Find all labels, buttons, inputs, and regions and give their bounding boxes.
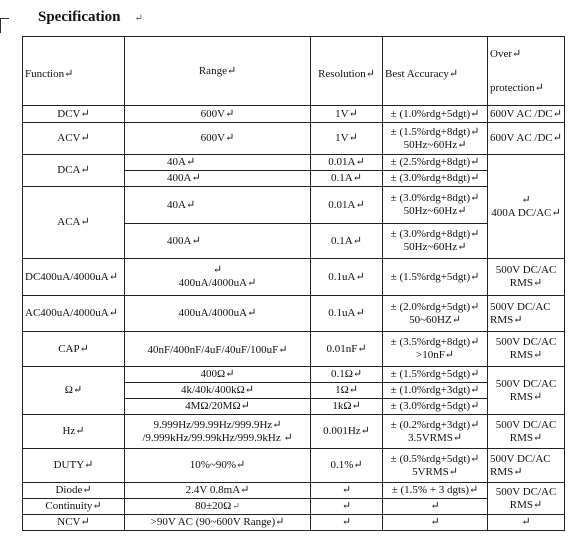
range-cell: 4k/40k/400kΩ↵ [125,383,311,399]
range-cell: 4MΩ/20MΩ↵ [125,399,311,415]
resolution-cell: 0.01A↵ [311,155,383,171]
function-cell: DCV↵ [23,106,125,123]
over-protection-cell: 600V AC /DC↵ [488,123,565,155]
table-row-dca-40a [23,155,565,171]
header-range: Range↵ [125,37,311,106]
header-resolution: Resolution↵ [311,37,383,106]
accuracy-line: ± (2.0%rdg+5dgt)↵ [390,300,480,313]
resolution-cell: 0.1%↵ [311,449,383,483]
over-protection-line: 500V DC/AC [490,300,551,313]
over-protection-line: 500V DC/AC [495,264,557,276]
range-line: 9.999Hz/99.99Hz/999.9Hz↵ [153,418,282,431]
range-cell [125,499,311,515]
range-line: 400uA/4000uA↵ [178,277,257,289]
resolution-cell: 0.1uA↵ [311,296,383,332]
table-row-diode [23,483,565,499]
range-cell: >90V AC (90~600V Range)↵ [125,515,311,531]
accuracy-cell [383,449,488,483]
function-cell: CAP↵ [23,332,125,367]
accuracy-cell [383,332,488,367]
function-cell: ACV↵ [23,123,125,155]
paragraph-mark: ↵ [134,13,143,24]
range-cell [125,259,311,296]
accuracy-cell: ± (3.0%rdg+5dgt)↵ [383,399,488,415]
header-over-line2: protection↵ [490,82,544,94]
accuracy-cell: ± (1.0%rdg+3dgt)↵ [383,383,488,399]
table-row-ncv [23,515,565,531]
accuracy-line: 3.5VRMS↵ [407,431,463,444]
accuracy-line: 50Hz~60Hz↵ [403,138,467,151]
over-protection-cell: 600V AC /DC↵ [488,106,565,123]
accuracy-cell [383,415,488,449]
over-protection-line: RMS↵ [509,390,543,403]
accuracy-line: ± (0.5%rdg+5dgt)↵ [390,452,480,465]
accuracy-cell: ± (3.0%rdg+8dgt)↵ [383,171,488,187]
over-protection-cell [488,367,565,415]
range-line: /9.999kHz/99.99kHz/999.9kHz ↵ [142,431,293,444]
resolution-cell: ↵ [311,499,383,515]
table-row-ac-microamp [23,296,565,332]
function-cell: Hz↵ [23,415,125,449]
over-protection-line: 500V DC/AC [495,418,557,431]
over-protection-line: 500V DC/AC [495,485,557,498]
resolution-cell: 0.1Ω↵ [311,367,383,383]
function-cell: Ω↵ [23,367,125,415]
range-cell: 2.4V 0.8mA↵ [125,483,311,499]
over-protection-line: RMS↵ [509,277,543,289]
accuracy-line: ± (0.2%rdg+3dgt)↵ [390,418,480,431]
range-cell: 400A↵ [125,224,311,259]
over-protection-cell [488,449,565,483]
range-mark: ↵ [212,264,223,276]
over-protection-line: RMS↵ [509,498,543,511]
range-cell: 400Ω↵ [125,367,311,383]
accuracy-cell: ± (1.0%rdg+5dgt)↵ [383,106,488,123]
resolution-cell: 0.1uA↵ [311,259,383,296]
resolution-cell: 0.001Hz↵ [311,415,383,449]
header-row [23,37,565,106]
over-protection-cell [488,332,565,367]
over-protection-cell [488,296,565,332]
accuracy-line: 5VRMS↵ [412,465,458,478]
over-protection-line: RMS↵ [490,313,523,326]
accuracy-cell: ± (2.5%rdg+8dgt)↵ [383,155,488,171]
table-row-duty [23,449,565,483]
function-cell: NCV↵ [23,515,125,531]
function-cell: Diode↵ [23,483,125,499]
accuracy-line: 50Hz~60Hz↵ [403,241,467,253]
over-protection-line: 400A DC/AC↵ [491,206,561,219]
over-protection-mark: ↵ [521,193,531,206]
over-protection-cell [488,415,565,449]
accuracy-line: >10nF↵ [415,349,455,361]
resolution-cell: 1Ω↵ [311,383,383,399]
page-corner-mark [0,18,9,33]
range-value: 80±20Ω [195,500,232,512]
accuracy-cell [383,296,488,332]
range-cell: 600V↵ [125,106,311,123]
resolution-cell: 0.01A↵ [311,187,383,224]
range-cell [125,415,311,449]
header-over-protection [488,37,565,106]
header-over-line1: Over↵ [490,48,522,60]
accuracy-cell: ↵ [383,499,488,515]
over-protection-cell [488,483,565,515]
specification-table [22,36,565,531]
accuracy-line: ± (3.0%rdg+8dgt)↵ [390,192,480,204]
accuracy-cell [383,187,488,224]
table-row-dc-microamp [23,259,565,296]
resolution-cell: 1kΩ↵ [311,399,383,415]
range-cell: 40nF/400nF/4uF/40uF/100uF↵ [125,332,311,367]
accuracy-line: ± (1.5%rdg+8dgt)↵ [390,125,480,138]
range-cell: 400uA/4000uA↵ [125,296,311,332]
over-protection-line: 500V DC/AC [495,377,557,390]
over-protection-cell: ↵ [488,515,565,531]
accuracy-cell: ± (1.5% + 3 dgts)↵ [383,483,488,499]
over-protection-line: 500V DC/AC [495,336,557,348]
table-row-cap [23,332,565,367]
accuracy-cell [383,123,488,155]
table-row-acv [23,123,565,155]
accuracy-cell: ↵ [383,515,488,531]
accuracy-line: ± (3.5%rdg+8dgt)↵ [390,336,480,348]
over-protection-cell [488,155,565,259]
over-protection-cell [488,259,565,296]
header-accuracy: Best Accuracy↵ [383,37,488,106]
range-cell: 600V↵ [125,123,311,155]
function-cell: DCA↵ [23,155,125,187]
over-protection-line: 500V DC/AC [490,452,551,465]
resolution-cell: ↵ [311,483,383,499]
accuracy-cell [383,224,488,259]
function-cell: DC400uA/4000uA↵ [23,259,125,296]
table-row-ohm-400 [23,367,565,383]
range-cell: 40A↵ [125,155,311,171]
over-protection-line: RMS↵ [509,431,543,444]
resolution-cell: ↵ [311,515,383,531]
resolution-cell: 1V↵ [311,106,383,123]
accuracy-line: ± (3.0%rdg+8dgt)↵ [390,228,480,240]
accuracy-cell: ± (1.5%rdg+5dgt)↵ [383,367,488,383]
over-protection-line: RMS↵ [509,349,543,361]
over-protection-line: RMS↵ [490,465,523,478]
resolution-cell: 0.01nF↵ [311,332,383,367]
title-text: Specification [38,9,121,25]
function-cell: DUTY↵ [23,449,125,483]
function-cell: ACA↵ [23,187,125,259]
table-row-aca-40a [23,187,565,224]
table-row-hz [23,415,565,449]
resolution-cell: 0.1A↵ [311,171,383,187]
accuracy-line: 50~60HZ↵ [409,313,461,326]
range-cell: 40A↵ [125,187,311,224]
range-cell: 400A↵ [125,171,311,187]
resolution-cell: 0.1A↵ [311,224,383,259]
range-mark: ↵ [232,501,240,511]
function-cell: AC400uA/4000uA↵ [23,296,125,332]
table-row-continuity [23,499,565,515]
page-title [38,9,143,26]
function-cell: Continuity↵ [23,499,125,515]
resolution-cell: 1V↵ [311,123,383,155]
accuracy-line: 50Hz~60Hz↵ [403,205,467,217]
range-cell: 10%~90%↵ [125,449,311,483]
table-row-dcv [23,106,565,123]
header-function: Function↵ [23,37,125,106]
accuracy-cell: ± (1.5%rdg+5dgt)↵ [383,259,488,296]
